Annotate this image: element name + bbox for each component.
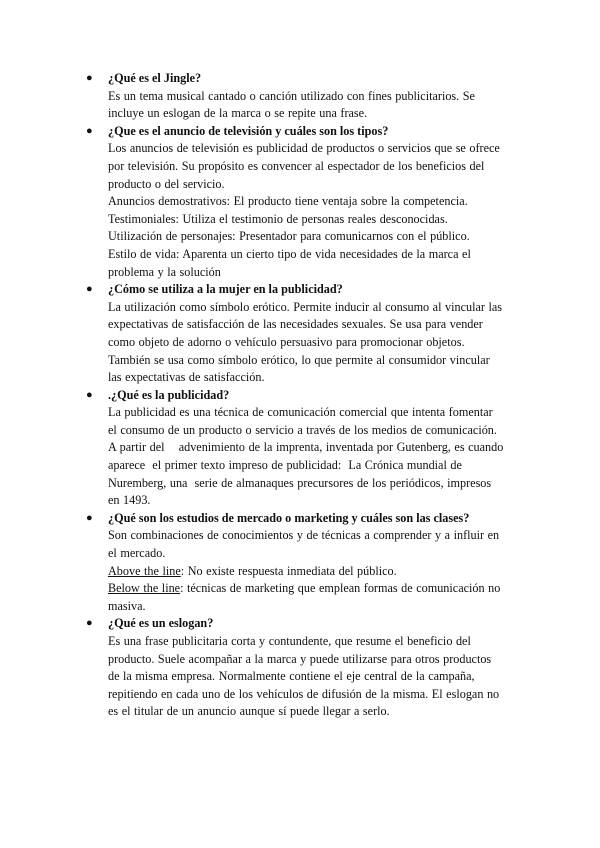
section-line: Testimoniales: Utiliza el testimonio de personas reales desconocidas. [108, 211, 448, 226]
section-line: La utilización como símbolo erótico. Permite inducir al consumo al vincular las [108, 299, 503, 314]
section-line: producto o del servicio. [108, 176, 225, 191]
section-question: ¿Cómo se utiliza a la mujer en la publicidad? [108, 282, 343, 297]
definition-text: : No existe respuesta inmediata del público. [180, 563, 397, 578]
section-line: producto. Suele acompañar a la marca y puede utilizarse para otros productos [108, 651, 492, 666]
section-line: repitiendo en cada uno de los vehículos de difusión de la misma. El eslogan no [108, 686, 500, 701]
section-tv-ads [86, 123, 540, 281]
section-line: expectativas de satisfacción de las necesidades sexuales. Se usa para vender [108, 317, 483, 332]
bullet-icon: ● [86, 388, 93, 401]
bullet-icon: ● [86, 72, 93, 84]
definition-term: Below the line [108, 581, 181, 596]
section-line: Son combinaciones de conocimientos y de técnicas a comprender y a influir en [108, 528, 500, 543]
section-line: También se usa como símbolo erótico, lo que permite al consumidor vincular [108, 352, 490, 367]
section-market-studies [86, 510, 540, 616]
section-slogan [86, 615, 540, 721]
section-line: incluye un eslogan de la marca o se repite una frase. [108, 106, 368, 121]
bullet-icon: ● [86, 124, 93, 137]
section-line: aparece el primer texto impreso de publicidad: La Crónica mundial de [108, 458, 462, 473]
section-line: de la misma empresa. Normalmente contiene el eje central de la campaña, [108, 669, 475, 684]
section-line: masiva. [108, 598, 146, 613]
definition-line [108, 563, 540, 581]
section-line: Anuncios demostrativos: El producto tiene ventaja sobre la competencia. [108, 194, 468, 209]
section-jingle [86, 70, 540, 123]
section-question: ¿Qué es un eslogan? [108, 616, 214, 631]
section-advertising [86, 387, 540, 510]
section-line: en 1493. [108, 493, 151, 508]
section-line: problema y la solución [108, 264, 221, 279]
definition-line [108, 580, 540, 598]
bullet-icon: ● [86, 617, 93, 630]
section-line: Es un tema musical cantado o canción utilizado con fines publicitarios. Se [108, 88, 475, 103]
section-line: el consumo de un producto o servicio a través de los medios de comunicación. [108, 422, 497, 437]
section-question: ¿Qué son los estudios de mercado o marketing y cuáles son las clases? [108, 510, 470, 525]
section-line: las expectativas de satisfacción. [108, 370, 265, 385]
section-question: ¿Qué es el Jingle? [108, 71, 202, 85]
section-question: .¿Qué es la publicidad? [108, 387, 230, 402]
section-line: por televisión. Su propósito es convencer al espectador de los beneficios del [108, 158, 485, 173]
definition-text: : técnicas de marketing que emplean formas de comunicación no [180, 581, 501, 596]
section-woman-advertising [86, 281, 540, 387]
section-line: A partir del advenimiento de la imprenta, inventada por Gutenberg, es cuando [108, 440, 504, 455]
section-line: Estilo de vida: Aparenta un cierto tipo de vida necesidades de la marca el [108, 246, 471, 261]
section-line: como objeto de adorno o vehículo persuasivo para promocionar objetos. [108, 334, 465, 349]
section-line: Es una frase publicitaria corta y contundente, que resume el beneficio del [108, 634, 471, 648]
section-line: La publicidad es una técnica de comunicación comercial que intenta fomentar [108, 405, 493, 420]
section-question: ¿Que es el anuncio de televisión y cuáles son los tipos? [108, 123, 389, 138]
bullet-icon: ● [86, 511, 93, 524]
definition-term: Above the line [108, 563, 181, 578]
section-line: Nuremberg, una serie de almanaques precursores de los periódicos, impresos [108, 475, 492, 490]
section-line: Utilización de personajes: Presentador para comunicarnos con el público. [108, 229, 470, 244]
bullet-icon: ● [86, 283, 93, 296]
section-line: Los anuncios de televisión es publicidad de productos o servicios que se ofrece [108, 141, 500, 156]
section-line: es el titular de un anuncio aunque sí puede llegar a serlo. [108, 704, 390, 719]
section-line: el mercado. [108, 546, 166, 561]
